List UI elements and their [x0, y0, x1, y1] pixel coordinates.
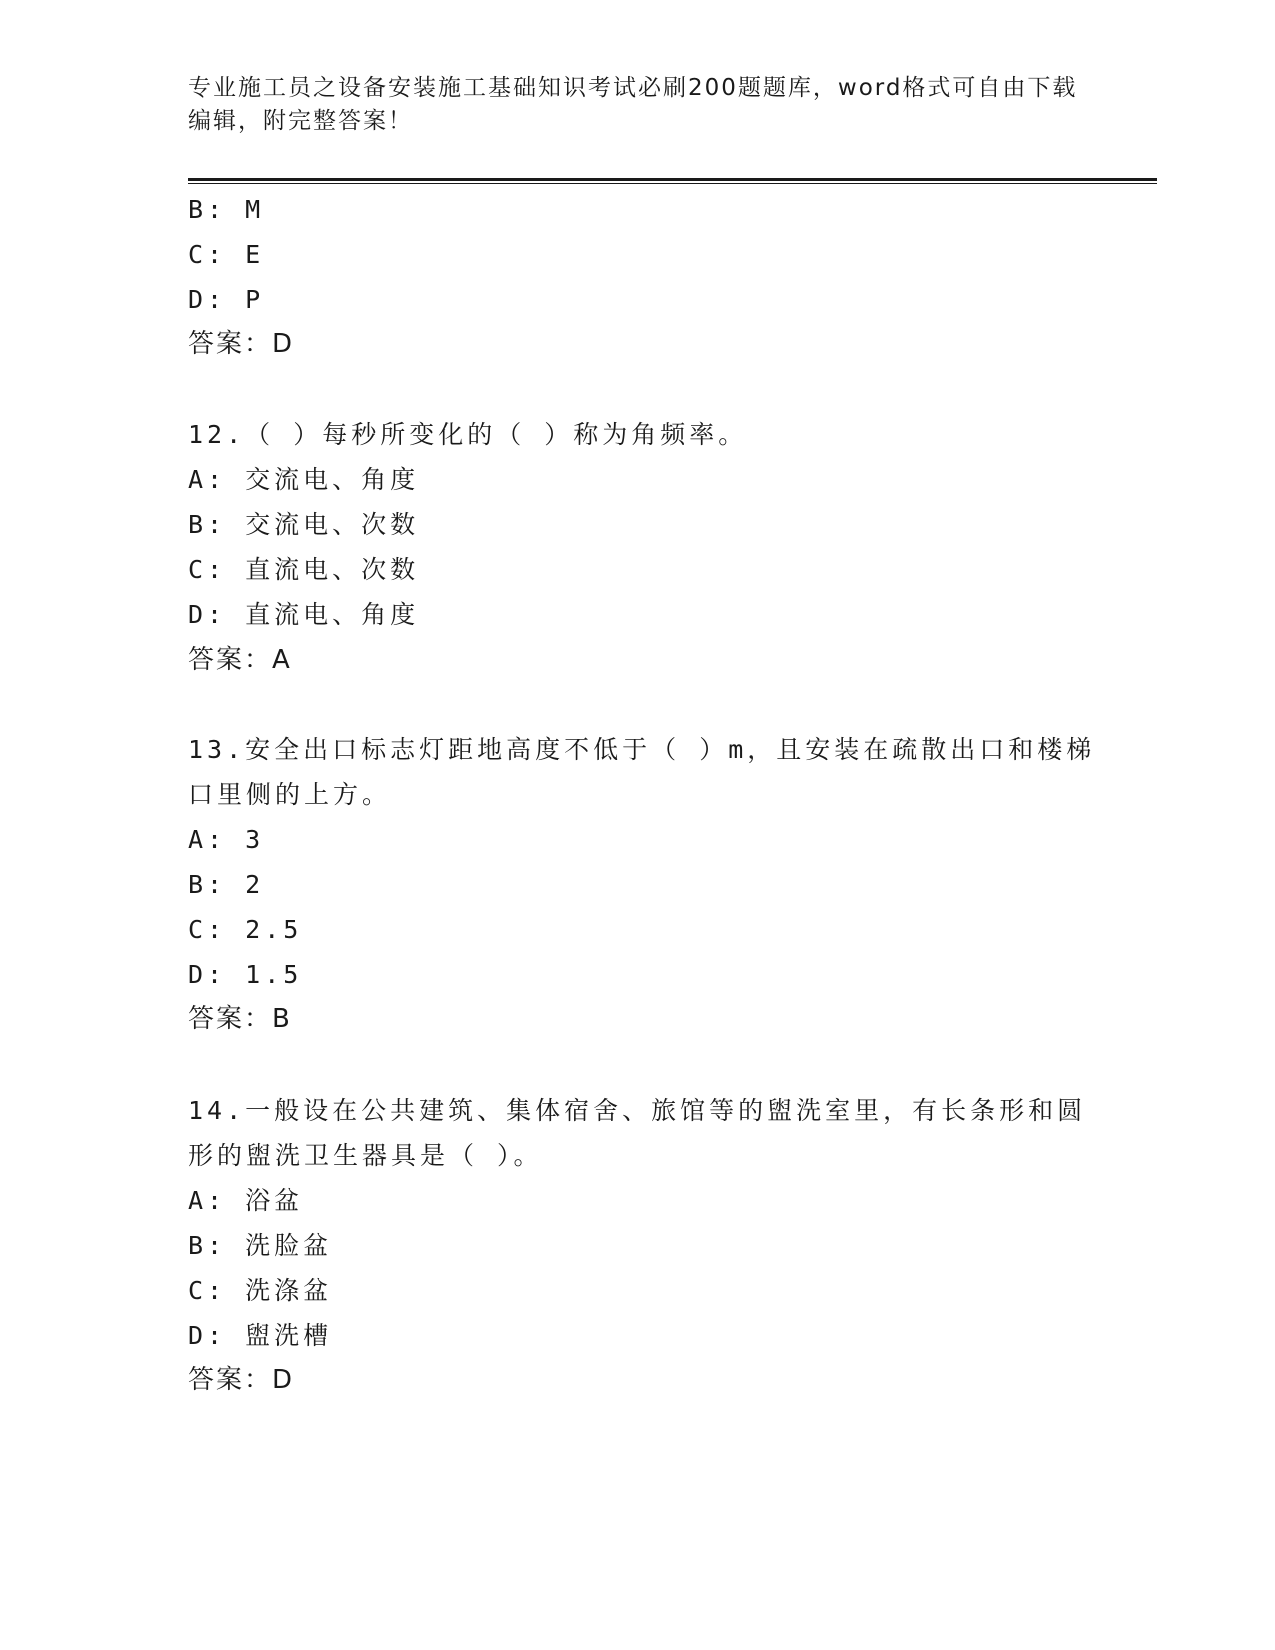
q12-answer: 答案：A: [188, 645, 292, 675]
q12-option-a: A: 交流电、角度: [188, 465, 420, 494]
q13-stem-line-1: 13.安全出口标志灯距地高度不低于（ ）m，且安装在疏散出口和楼梯: [188, 735, 1096, 764]
q12-option-d: D: 直流电、角度: [188, 600, 420, 629]
q13-answer: 答案：B: [188, 1004, 292, 1034]
header-title-line-1: 专业施工员之设备安装施工基础知识考试必刷200题题库，word格式可自由下载: [188, 75, 1078, 101]
q13-option-a: A: 3: [188, 825, 265, 854]
q13-stem-line-2: 口里侧的上方。: [188, 780, 392, 809]
q11-option-d: D: P: [188, 285, 265, 314]
q14-option-a: A: 浴盆: [188, 1186, 304, 1215]
q14-option-c: C: 洗涤盆: [188, 1276, 333, 1305]
q13-option-d: D: 1.5: [188, 960, 303, 989]
header-title-line-2: 编辑，附完整答案！: [188, 108, 413, 134]
q14-answer: 答案：D: [188, 1365, 295, 1395]
q11-answer: 答案：D: [188, 329, 295, 359]
q14-option-b: B: 洗脸盆: [188, 1231, 333, 1260]
q13-option-c: C: 2.5: [188, 915, 303, 944]
header-divider-thin: [188, 183, 1157, 184]
q14-stem-line-1: 14.一般设在公共建筑、集体宿舍、旅馆等的盥洗室里，有长条形和圆: [188, 1096, 1087, 1125]
q12-option-c: C: 直流电、次数: [188, 555, 420, 584]
header-divider-thick: [188, 178, 1157, 181]
q14-stem-line-2: 形的盥洗卫生器具是（ ）。: [188, 1141, 543, 1170]
q12-option-b: B: 交流电、次数: [188, 510, 420, 539]
document-header: [188, 72, 1088, 138]
q11-option-c: C: E: [188, 240, 265, 269]
q14-option-d: D: 盥洗槽: [188, 1321, 333, 1350]
q12-stem: 12.（ ）每秒所变化的（ ）称为角频率。: [188, 420, 748, 449]
q11-option-b: B: M: [188, 195, 265, 224]
q13-option-b: B: 2: [188, 870, 265, 899]
